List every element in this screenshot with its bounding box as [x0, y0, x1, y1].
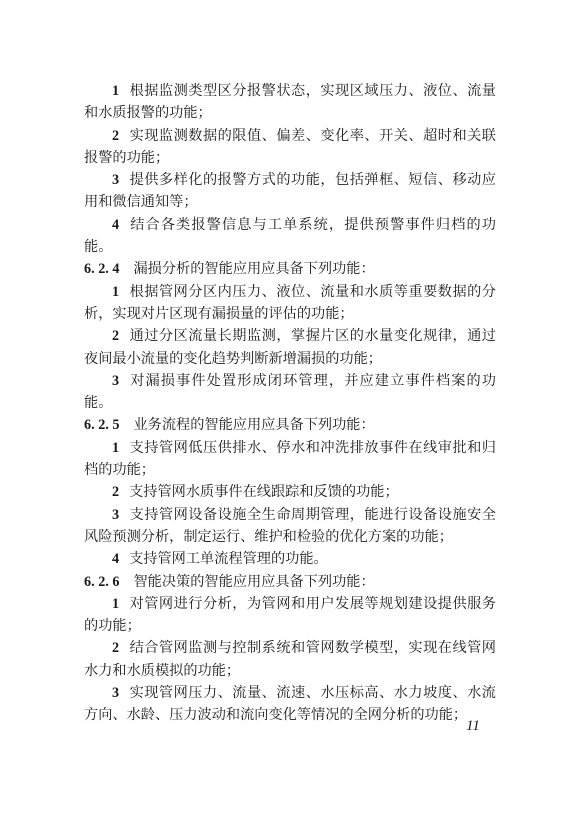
list-item: [84, 682, 496, 727]
item-text: 对管网进行分析，为管网和用户发展等规划建设提供服务的功能；: [84, 595, 496, 635]
item-number: 1: [112, 439, 120, 456]
list-item: [84, 637, 496, 682]
list-item: [84, 548, 496, 570]
list-item: [84, 281, 496, 326]
item-text: 实现监测数据的限值、偏差、变化率、开关、超时和关联报警的功能；: [84, 127, 496, 166]
section-heading: [84, 571, 496, 593]
item-text: 对漏损事件处置形成闭环管理，并应建立事件档案的功能。: [84, 372, 496, 412]
item-text: 支持管网低压供排水、停水和冲洗排放事件在线审批和归档的功能；: [84, 439, 496, 479]
item-number: 1: [112, 283, 120, 300]
list-item: [84, 325, 496, 370]
list-item: [84, 80, 496, 125]
item-number: 2: [112, 127, 120, 144]
section-number: 6. 2. 6: [84, 573, 120, 590]
item-text: 提供多样化的报警方式的功能，包括弹框、短信、移动应用和微信通知等；: [84, 172, 496, 211]
list-item: [84, 169, 496, 214]
section-heading: [84, 414, 496, 436]
item-text: 根据监测类型区分报警状态，实现区域压力、液位、流量和水质报警的功能；: [84, 83, 496, 122]
item-number: 1: [112, 83, 120, 99]
section-number: 6. 2. 4: [84, 261, 120, 278]
section-text: 漏损分析的智能应用应具备下列功能：: [133, 261, 375, 278]
item-number: 3: [112, 372, 120, 389]
item-text: 结合各类报警信息与工单系统，提供预警事件归档的功能。: [84, 216, 496, 256]
item-text: 通过分区流量长期监测，掌握片区的水量变化规律，通过夜间最小流量的变化趋势判断新增漏损的功能；: [84, 328, 496, 367]
list-item: [84, 214, 496, 259]
item-number: 3: [112, 685, 120, 702]
document-body: [84, 80, 496, 727]
item-number: 2: [112, 640, 120, 657]
item-number: 2: [112, 484, 120, 501]
list-item: [84, 125, 496, 170]
item-text: 支持管网水质事件在线跟踪和反馈的功能；: [129, 484, 399, 501]
item-text: 结合管网监测与控制系统和管网数学模型，实现在线管网水力和水质模拟的功能；: [84, 640, 496, 679]
item-number: 4: [112, 216, 120, 233]
item-number: 1: [112, 595, 120, 612]
item-number: 4: [112, 551, 120, 568]
item-number: 2: [112, 328, 120, 345]
list-item: [84, 370, 496, 415]
section-heading: [84, 258, 496, 280]
section-text: 业务流程的智能应用应具备下列功能：: [133, 417, 375, 434]
item-number: 3: [112, 506, 120, 523]
page-number: 11: [466, 718, 480, 734]
item-text: 支持管网工单流程管理的功能。: [129, 551, 328, 568]
item-text: 实现管网压力、流量、流速、水压标高、水力坡度、水流方向、水龄、压力波动和流向变化等情况的全网分析的功能；: [84, 685, 496, 724]
section-number: 6. 2. 5: [84, 417, 120, 434]
list-item: [84, 481, 496, 503]
section-text: 智能决策的智能应用应具备下列功能：: [133, 573, 375, 590]
item-number: 3: [112, 172, 120, 189]
list-item: [84, 593, 496, 638]
item-text: 根据管网分区内压力、液位、流量和水质等重要数据的分析，实现对片区现有漏损量的评估的功能；: [84, 283, 496, 322]
item-text: 支持管网设备设施全生命周期管理，能进行设备设施安全风险预测分析，制定运行、维护和检验的优化方案的功能；: [84, 506, 496, 545]
list-item: [84, 504, 496, 549]
list-item: [84, 437, 496, 482]
